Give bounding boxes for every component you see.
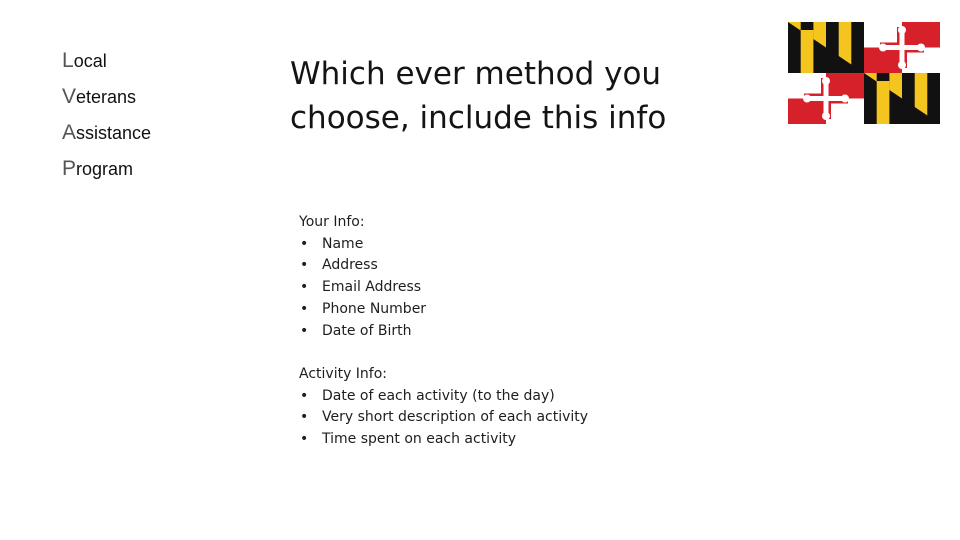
list-item: [299, 429, 699, 451]
list-item: [299, 255, 699, 277]
list-item-text: Phone Number: [322, 300, 427, 317]
bullet: •: [300, 322, 309, 339]
your-info-list: [299, 234, 699, 343]
slide-content: [299, 212, 699, 451]
bullet: •: [300, 235, 309, 252]
title-rest: eterans: [76, 87, 137, 107]
list-item: [299, 277, 699, 299]
program-title-line: [62, 82, 262, 118]
activity-info-heading: Activity Info:: [299, 365, 388, 382]
slide-heading: [290, 52, 750, 140]
program-title-line: [62, 118, 262, 154]
title-rest: ocal: [73, 51, 107, 71]
program-title-line: [62, 154, 262, 190]
title-rest: rogram: [76, 159, 134, 179]
list-item: [299, 407, 699, 429]
title-initial: A: [62, 121, 77, 144]
list-item-text: Date of each activity (to the day): [322, 387, 555, 404]
bullet: •: [300, 387, 309, 404]
crossland-quarter: [788, 73, 864, 124]
title-rest: ssistance: [76, 123, 152, 143]
slide-heading-line: choose, include this info: [290, 100, 667, 136]
list-item-text: Time spent on each activity: [322, 431, 517, 448]
maryland-flag-icon: [788, 22, 940, 124]
bullet: •: [300, 431, 309, 448]
title-initial: V: [62, 85, 77, 108]
bullet: •: [300, 279, 309, 296]
list-item-text: Name: [322, 235, 364, 252]
spacer: [299, 342, 699, 364]
bullet: •: [300, 300, 309, 317]
bullet: •: [300, 257, 309, 274]
slide-heading-line: Which ever method you: [290, 56, 662, 92]
your-info-heading: Your Info:: [299, 214, 365, 230]
calvert-quarter: [864, 73, 940, 124]
list-item: [299, 386, 699, 408]
list-item-text: Very short description of each activity: [322, 409, 589, 426]
list-item-text: Date of Birth: [322, 322, 412, 339]
list-item: [299, 234, 699, 256]
crossland-quarter: [864, 22, 940, 73]
calvert-quarter: [788, 22, 864, 73]
program-title-line: [62, 46, 262, 82]
title-initial: L: [62, 49, 74, 72]
activity-info-list: [299, 386, 699, 451]
list-item-text: Email Address: [322, 279, 422, 296]
bullet: •: [300, 409, 309, 426]
list-item: [299, 321, 699, 343]
list-item: [299, 299, 699, 321]
list-item-text: Address: [322, 257, 378, 274]
title-initial: P: [62, 157, 77, 180]
program-title: [62, 46, 262, 190]
